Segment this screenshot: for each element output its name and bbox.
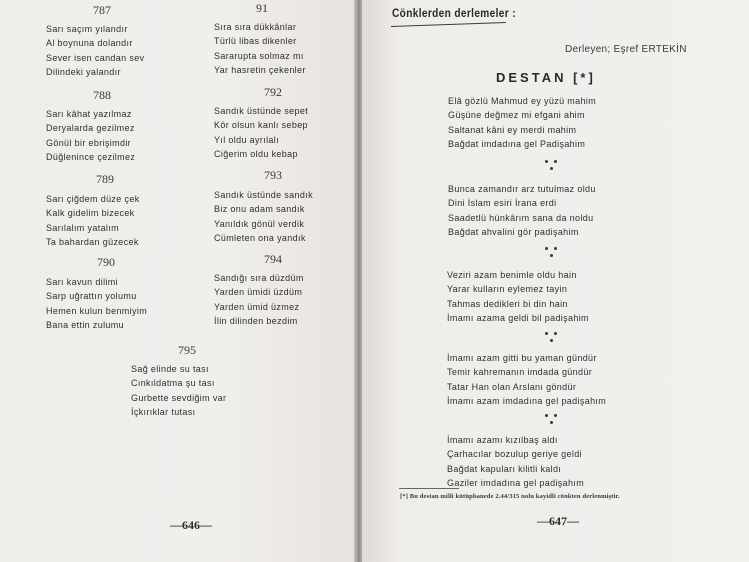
verse-line: Yar hasretin çekenler [214, 65, 306, 76]
stanza-separator-icon [545, 332, 559, 346]
verse-line: Sarı çiğdem düze çek [46, 194, 140, 204]
verse-line: Saltanat kâni ey merdi mahim [448, 124, 577, 135]
verse-line: Sandığı sıra düzdüm [214, 273, 304, 283]
verse-line: Cümleten ona yandık [214, 233, 306, 244]
verse-line: Sarılalım yatalım [46, 222, 119, 233]
verse-line: Ciğerim oldu kebap [214, 149, 298, 160]
stanza [447, 433, 584, 491]
verse-line: Sandık üstünde sepet [214, 106, 309, 116]
stanza-number: 792 [264, 85, 282, 99]
left-page [0, 0, 356, 562]
stanza-number: 794 [264, 252, 282, 266]
stanza [46, 275, 147, 333]
verse-line: Yanıldık gönül verdik [214, 218, 305, 229]
stanza [46, 192, 140, 250]
verse-line: Düğlenince çezilmez [46, 152, 136, 163]
stanza-number: 91 [256, 1, 268, 15]
stanza-number: 795 [178, 343, 196, 357]
stanza [46, 22, 144, 80]
verse-line: İmamı azama geldi bil padişahim [447, 313, 589, 324]
verse-line: Kör olsun kanlı sebep [214, 120, 308, 131]
stanza [448, 94, 596, 152]
verse-line: Bağdat kapuları kilitli kaldı [447, 463, 562, 474]
poem-title: DESTAN [*] [496, 70, 596, 85]
verse-line: Ta bahardan güzecek [46, 237, 139, 248]
verse-line: Gönül bir ebrişimdir [46, 137, 132, 148]
stanza [447, 268, 589, 326]
stanza-number: 793 [264, 168, 282, 182]
footnote-divider [399, 488, 459, 489]
verse-line: Veziri azam benimle oldu hain [447, 270, 577, 280]
stanza-number: 788 [93, 88, 111, 102]
stanza [447, 351, 606, 409]
verse-line: Elâ gözlü Mahmud ey yüzü mahim [448, 96, 597, 106]
verse-line: İmamı azam imdadına gel padişahım [447, 396, 607, 407]
page-number: —646— [170, 518, 212, 532]
verse-line: Deryalarda gezilmez [46, 123, 135, 134]
verse-line: Kalk gidelim bizecek [46, 208, 135, 219]
verse-line: Sarı kavun dilimi [46, 277, 118, 287]
verse-line: Biz onu adam sandık [214, 204, 305, 215]
verse-line: Gurbette sevdiğim var [131, 392, 227, 403]
stanza-separator-icon [545, 160, 559, 174]
stanza [214, 271, 304, 329]
stanza [131, 362, 226, 420]
verse-line: Yarar kulların eylemez tayin [447, 284, 568, 295]
stanza [214, 188, 313, 246]
verse-line: Cınkıldatma şu tası [131, 378, 215, 389]
footnote: [*] Bu destan milli kütüphanede 2.44/315 nolu kayidli cönkten derlenmiştir. [400, 493, 620, 500]
verse-line: Yarden ümid üzmez [214, 301, 300, 312]
verse-line: Tahmas dedikleri bi din hain [447, 298, 568, 309]
stanza-separator-icon [545, 414, 559, 428]
verse-line: Yıl oldu ayrılalı [214, 134, 279, 145]
verse-line: Çarhacılar bozulup geriye geldi [447, 449, 582, 460]
stanza [448, 182, 596, 240]
stanza-number: 789 [96, 172, 114, 186]
verse-line: Güşüne değmez mi efgani ahim [448, 110, 585, 121]
verse-line: İmamı azam gitti bu yaman gündür [447, 353, 597, 363]
verse-line: Sarı kâhat yazılmaz [46, 109, 132, 119]
verse-line: Temir kahremanın imdada gündür [447, 367, 593, 378]
stanza-number: 790 [97, 255, 115, 269]
verse-line: Saadetlü hünkârım sana da noldu [448, 212, 594, 223]
verse-line: Sağ elinde su tası [131, 364, 209, 374]
verse-line: Sararupta solmaz mı [214, 50, 304, 61]
verse-line: Bağdat ahvalini gör padişahim [448, 227, 579, 238]
verse-line: Dilindeki yalandır [46, 67, 121, 78]
verse-line: Sıra sıra dükkânlar [214, 22, 297, 32]
compiler-credit: Derleyen; Eşref ERTEKİN [565, 44, 687, 55]
section-title: Cönklerden derlemeler : [392, 8, 516, 20]
stanza-number: 787 [93, 3, 111, 17]
stanza [214, 20, 306, 78]
stanza-separator-icon [545, 247, 559, 261]
stanza [46, 107, 135, 165]
verse-line: Sarp uğrattın yolumu [46, 291, 137, 302]
verse-line: Sandık üstünde sandık [214, 190, 313, 200]
verse-line: Sarı saçım yılandır [46, 24, 128, 34]
verse-line: İlin dilinden bezdim [214, 316, 298, 327]
verse-line: Bağdat imdadına gel Padişahim [448, 139, 586, 150]
verse-line: Bana ettin zulumu [46, 320, 124, 331]
page-number: —647— [537, 514, 579, 528]
verse-line: Sever isen candan sev [46, 52, 145, 63]
stanza [214, 104, 308, 162]
verse-line: Hemen kulun benmiyim [46, 305, 148, 316]
verse-line: İmamı azamı kızılbaş aldı [447, 435, 558, 445]
verse-line: Tatar Han olan Arslanı göndür [447, 381, 577, 392]
verse-line: Bunca zamandır arz tutulmaz oldu [448, 184, 596, 194]
verse-line: Gaziler imdadına gel padişahım [447, 478, 585, 489]
verse-line: Türlü libas dikenler [214, 36, 297, 47]
verse-line: Al boynuna dolandır [46, 38, 133, 49]
verse-line: Dini İslam esiri İrana erdi [448, 198, 557, 209]
verse-line: Yarden ümidi üzdüm [214, 287, 303, 298]
verse-line: İçkırıklar tutası [131, 407, 196, 418]
